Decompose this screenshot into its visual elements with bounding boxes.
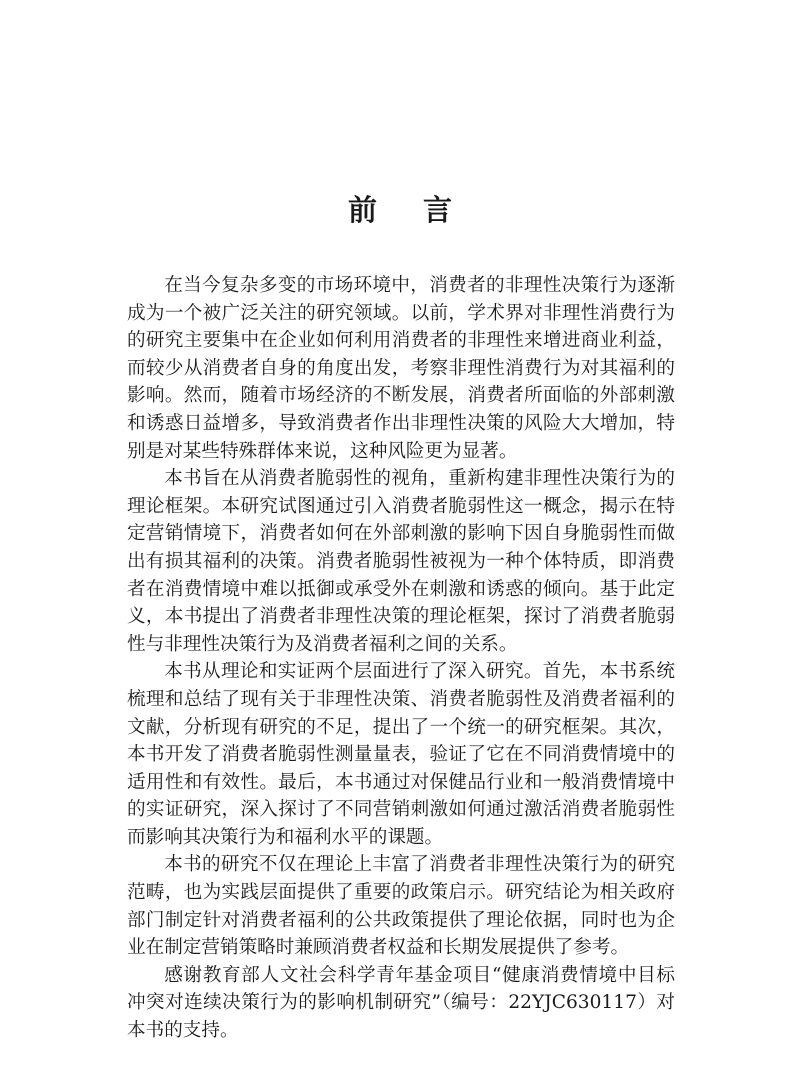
preface-body [127,272,675,1045]
paragraph-aim: 本书旨在从消费者脆弱性的视角，重新构建非理性决策行为的理论框架。本研究试图通过引入消费者脆弱性这一概念，揭示在特定营销情境下，消费者如何在外部刺激的影响下因自身脆弱性而做出有损其福利的决策。消费者脆弱性被视为一种个体特质，即消费者在消费情境中难以抵御或承受外在刺激和诱惑的倾向。基于此定义，本书提出了消费者非理性决策的理论框架，探讨了消费者脆弱性与非理性决策行为及消费者福利之间的关系。 [127,468,675,655]
paragraph-method: 本书从理论和实证两个层面进行了深入研究。首先，本书系统梳理和总结了现有关于非理性决策、消费者脆弱性及消费者福利的文献，分析现有研究的不足，提出了一个统一的研究框架。其次，本书开发了消费者脆弱性测量量表，验证了它在不同消费情境中的适用性和有效性。最后，本书通过对保健品行业和一般消费情境中的实证研究，深入探讨了不同营销刺激如何通过激活消费者脆弱性而影响其决策行为和福利水平的课题。 [127,661,675,848]
paragraph-contribution: 本书的研究不仅在理论上丰富了消费者非理性决策行为的研究范畴，也为实践层面提供了重要的政策启示。研究结论为相关政府部门制定针对消费者福利的公共政策提供了理论依据，同时也为企业在制定营销策略时兼顾消费者权益和长期发展提供了参考。 [127,854,675,959]
paragraph-acknowledgement: 感谢教育部人文社会科学青年基金项目“健康消费情境中目标冲突对连续决策行为的影响机制研究”（编号：22YJC630117）对本书的支持。 [127,964,675,1042]
page-title: 前 言 [347,193,471,227]
paragraph-intro: 在当今复杂多变的市场环境中，消费者的非理性决策行为逐渐成为一个被广泛关注的研究领域。以前，学术界对非理性消费行为的研究主要集中在企业如何利用消费者的非理性来增进商业利益，而较少从消费者自身的角度出发，考察非理性消费行为对其福利的影响。然而，随着市场经济的不断发展，消费者所面临的外部刺激和诱惑日益增多，导致消费者作出非理性决策的风险大大增加，特别是对某些特殊群体来说，这种风险更为显著。 [127,275,675,462]
